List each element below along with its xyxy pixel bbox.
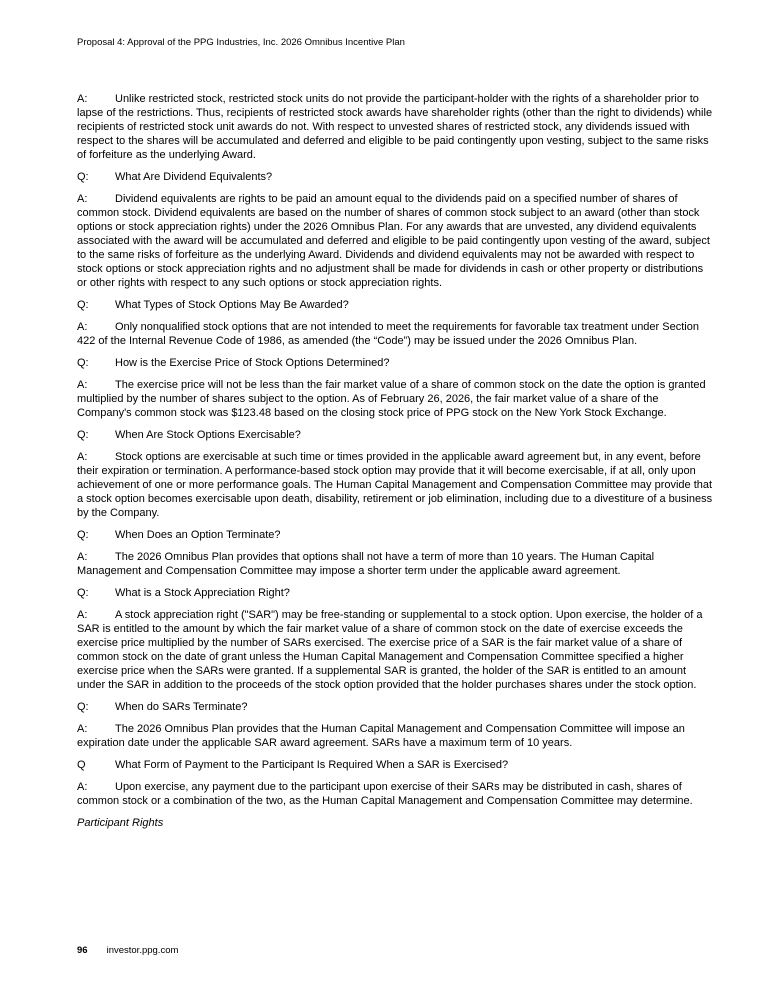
qa-label: A: (77, 193, 88, 205)
page-footer (77, 945, 178, 957)
qa-label: A: (77, 551, 88, 563)
qa-block (77, 700, 715, 714)
qa-label: Q: (77, 171, 89, 183)
qa-block (77, 722, 715, 750)
qa-block (77, 528, 715, 542)
running-header: Proposal 4: Approval of the PPG Industries, Inc. 2026 Omnibus Incentive Plan (77, 37, 405, 48)
qa-label: A: (77, 379, 88, 391)
qa-text: Dividend equivalents are rights to be paid an amount equal to the dividends paid on a specified number of shares of common stock. Dividend equivalents are based on the number of shares of common stock subject to an award (other than stock options or stock appreciation rights) under the 2026 Omnibus Plan. For any awards that are unvested, any dividend equivalents associated with the award will be accumulated and deferred and eligible to be paid contingently upon vesting of the award, subject to the same risks of forfeiture as the underlying Award. Dividends and dividend equivalents may not be awarded with respect to stock options or stock appreciation rights and no adjustment shall be made for dividends in cash or other property or distributions or other rights with respect to any such options or stock appreciation rights. (77, 193, 710, 289)
qa-text: Only nonqualified stock options that are not intended to meet the requirements for favorable tax treatment under Section 422 of the Internal Revenue Code of 1986, as amended (the “Code”) may be issued under the 2026 Omnibus Plan. (77, 321, 699, 347)
qa-text: Upon exercise, any payment due to the participant upon exercise of their SARs may be distributed in cash, shares of common stock or a combination of the two, as the Human Capital Management and Compensation Committee may determine. (77, 781, 693, 807)
qa-block (77, 378, 715, 420)
qa-text: What Form of Payment to the Participant Is Required When a SAR is Exercised? (115, 759, 509, 771)
qa-label: Q: (77, 429, 89, 441)
qa-label: A: (77, 609, 88, 621)
qa-label: A: (77, 781, 88, 793)
qa-label: A: (77, 321, 88, 333)
qa-block (77, 608, 715, 692)
qa-block (77, 320, 715, 348)
qa-label: A: (77, 451, 88, 463)
qa-text: The 2026 Omnibus Plan provides that the Human Capital Management and Compensation Committee will impose an expiration date under the applicable SAR award agreement. SARs have a maximum term of 10 years. (77, 723, 685, 749)
qa-block (77, 428, 715, 442)
qa-block (77, 170, 715, 184)
qa-block (77, 586, 715, 600)
qa-block (77, 550, 715, 578)
qa-block (77, 450, 715, 520)
qa-text: What Types of Stock Options May Be Awarded? (115, 299, 349, 311)
qa-text: The exercise price will not be less than the fair market value of a share of common stock on the date the option is granted multiplied by the number of shares subject to the option. As of February 26, 2026, the fair market value of a share of the Company's common stock was $123.48 based on the closing stock price of PPG stock on the New York Stock Exchange. (77, 379, 706, 419)
qa-text: How is the Exercise Price of Stock Options Determined? (115, 357, 390, 369)
footer-page-number: 96 (77, 945, 88, 956)
qa-label: Q: (77, 529, 89, 541)
qa-text: When do SARs Terminate? (115, 701, 248, 713)
qa-text: The 2026 Omnibus Plan provides that options shall not have a term of more than 10 years. The Human Capital Management and Compensation Committee may impose a shorter term under the applicable award agreement. (77, 551, 655, 577)
qa-block (77, 780, 715, 808)
qa-label: Q: (77, 357, 89, 369)
qa-label: Q: (77, 587, 89, 599)
qa-text: Unlike restricted stock, restricted stock units do not provide the participant-holder with the rights of a shareholder prior to lapse of the restrictions. Thus, recipients of restricted stock awards have shareholder rights (other than the right to dividends) while recipients of restricted stock unit awards do not. With respect to unvested shares of restricted stock, any dividends issued with respect to the shares will be accumulated and deferred and eligible to be paid contingently upon vesting, subject to the same risks of forfeiture as the underlying Award. (77, 93, 713, 161)
section-heading-participant-rights: Participant Rights (77, 817, 164, 829)
qa-label: A: (77, 93, 88, 105)
qa-label: Q: (77, 299, 89, 311)
qa-text: A stock appreciation right ("SAR") may be free-standing or supplemental to a stock option. Upon exercise, the holder of a SAR is entitled to the amount by which the fair market value of a share of common stock on the date of exercise exceeds the exercise price multiplied by the number of SARs exercised. The exercise price of a SAR is the fair market value of a share of common stock on the date of grant unless the Human Capital Management and Compensation Committee specified a higher exercise price when the SARs were granted. If a supplemental SAR is granted, the holder of the SAR is entitled to an amount under the SAR in addition to the proceeds of the stock option provided that the holder purchases shares under the stock option. (77, 609, 703, 691)
qa-text: Stock options are exercisable at such time or times provided in the applicable award agreement but, in any event, before their expiration or termination. A performance-based stock option may provide that it will become exercisable, if at all, only upon achievement of one or more performance goals. The Human Capital Management and Compensation Committee may provide that a stock option becomes exercisable upon death, disability, retirement or job elimination, including due to a divestiture of a business by the Company. (77, 451, 713, 519)
qa-label: A: (77, 723, 88, 735)
qa-block (77, 192, 715, 290)
document-body (77, 92, 715, 838)
qa-block (77, 356, 715, 370)
qa-text: What is a Stock Appreciation Right? (115, 587, 290, 599)
qa-block (77, 758, 715, 772)
qa-text: What Are Dividend Equivalents? (115, 171, 273, 183)
qa-text: When Does an Option Terminate? (115, 529, 281, 541)
footer-site-text: investor.ppg.com (106, 945, 179, 956)
qa-label: Q (77, 759, 86, 771)
qa-block (77, 92, 715, 162)
qa-text: When Are Stock Options Exercisable? (115, 429, 301, 441)
qa-block (77, 298, 715, 312)
qa-label: Q: (77, 701, 89, 713)
